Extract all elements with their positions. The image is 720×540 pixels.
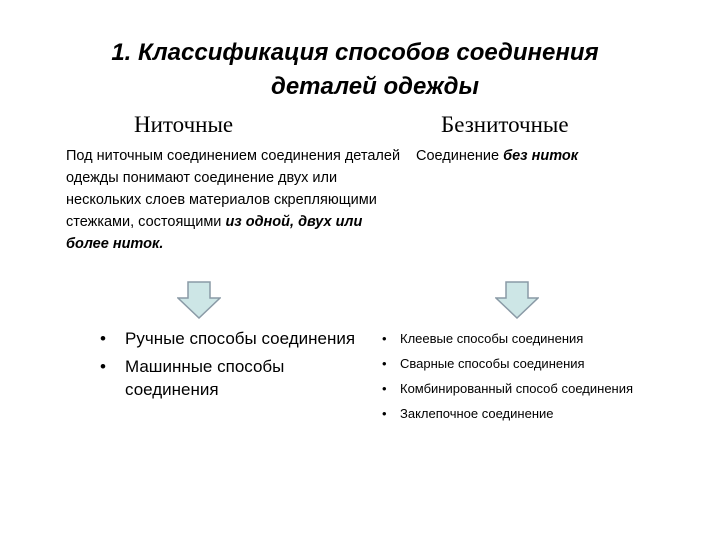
- bullet-icon: •: [100, 329, 106, 348]
- left-definition-text: Под ниточным соединением соединения деталей одежды понимают соединение двух или нескольких слоев материалов скрепляющими стежками, состоящими: [66, 148, 401, 230]
- left-definition: [66, 145, 406, 255]
- list-item: [382, 401, 702, 426]
- down-arrow-icon: [177, 281, 221, 319]
- bullet-icon: •: [382, 406, 387, 421]
- list-item-label: Машинные способы соединения: [125, 357, 285, 399]
- right-column-heading: Безниточные: [441, 112, 569, 137]
- bullet-icon: •: [382, 356, 387, 371]
- bullet-icon: •: [100, 357, 106, 376]
- right-definition: [416, 145, 676, 167]
- left-definition-emphasis: из одной, двух или более ниток.: [66, 214, 363, 252]
- list-item: [100, 355, 380, 401]
- title-line-1: 1. Классификация способов соединения: [111, 39, 599, 66]
- threadless-methods-list: [382, 326, 702, 426]
- bullet-icon: •: [382, 331, 387, 346]
- list-item: [382, 376, 702, 401]
- right-definition-text: Соединение: [416, 148, 504, 164]
- list-item-label: Клеевые способы соединения: [400, 331, 584, 346]
- left-column-heading: Ниточные: [134, 112, 234, 137]
- page-title: [0, 36, 720, 104]
- list-item-label: Ручные способы соединения: [125, 329, 356, 348]
- list-item: [100, 327, 380, 350]
- list-item: [382, 351, 702, 376]
- title-line-2: деталей одежды: [271, 73, 479, 100]
- list-item-label: Заклепочное соединение: [400, 406, 554, 421]
- list-item-label: Сварные способы соединения: [400, 356, 585, 371]
- right-definition-emphasis: без ниток: [503, 148, 579, 164]
- down-arrow-icon: [495, 281, 539, 319]
- bullet-icon: •: [382, 381, 387, 396]
- threaded-methods-list: [100, 327, 380, 406]
- list-item-label: Комбинированный способ соединения: [400, 381, 634, 396]
- list-item: [382, 326, 702, 351]
